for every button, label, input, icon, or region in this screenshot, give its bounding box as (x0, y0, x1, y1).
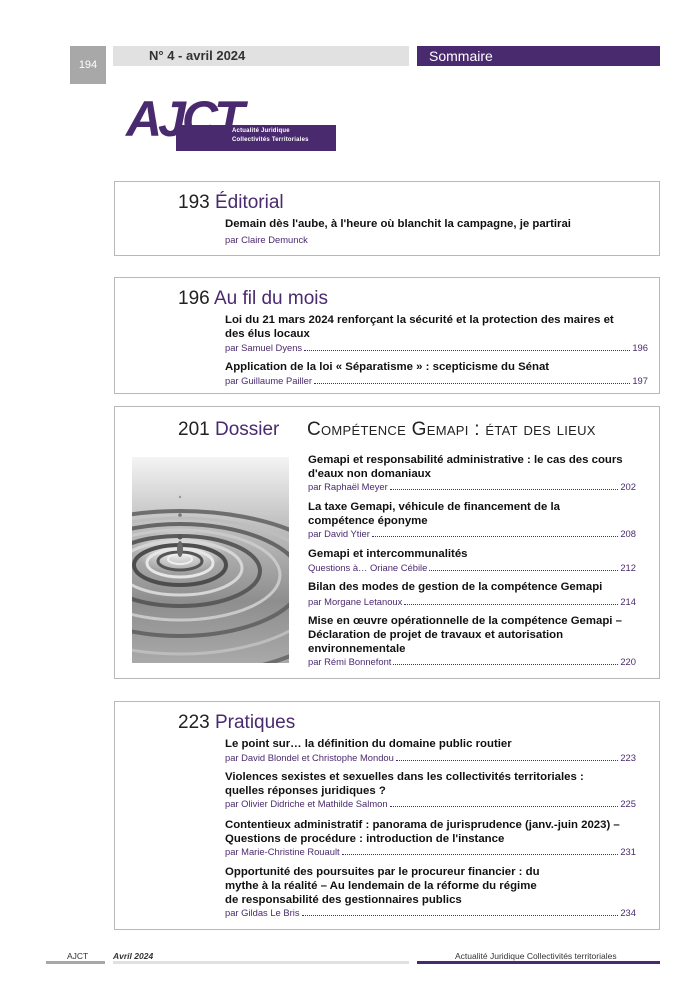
article-title[interactable]: Violences sexistes et sexuelles dans les collectivités territoriales : quelles réponses juridiques ? (225, 771, 584, 797)
author-name: par Samuel Dyens (225, 342, 303, 353)
page-ref[interactable]: 223 (620, 752, 636, 763)
section-pratiques (114, 701, 660, 930)
ajct-logo (126, 91, 338, 153)
article-author-line (308, 562, 636, 574)
footer-date: Avril 2024 (113, 951, 154, 961)
section-number: 223 (178, 712, 210, 733)
author-name: par David Blondel et Christophe Mondou (225, 752, 394, 763)
article-author-line (225, 375, 648, 387)
logo-line-2: Collectivités Territoriales (232, 137, 309, 143)
page-ref[interactable]: 220 (620, 656, 636, 667)
article-title[interactable]: Loi du 21 mars 2024 renforçant la sécurité et la protection des maires et des élus locaux (225, 314, 614, 340)
article-title[interactable]: Bilan des modes de gestion de la compétence Gemapi (308, 581, 603, 593)
section-number: 201 (178, 419, 210, 440)
section-title: Éditorial (214, 192, 284, 213)
article-title[interactable]: Le point sur… la définition du domaine public routier (225, 738, 512, 750)
article-author-line (225, 846, 636, 858)
logo-line-1: Actualité Juridique (232, 128, 290, 134)
section-title: Au fil du mois (213, 288, 328, 309)
section-title: Pratiques (214, 712, 296, 733)
author-name: par Raphaël Meyer (308, 481, 388, 492)
page-ref[interactable]: 212 (620, 562, 636, 573)
author-name: par Claire Demunck (225, 234, 308, 245)
page-ref[interactable]: 202 (620, 481, 636, 492)
article-title[interactable]: Gemapi et responsabilité administrative : le cas des cours d'eaux non domaniaux (308, 454, 623, 480)
page-ref[interactable]: 197 (632, 375, 648, 386)
article-author-line (308, 656, 636, 668)
article-title[interactable]: Contentieux administratif : panorama de jurisprudence (janv.-juin 2023) – Questions de procédure : introduction de l'instance (225, 819, 620, 845)
section-title: Sommaire (417, 46, 660, 66)
article-author-line (308, 596, 636, 608)
section-heading (178, 712, 295, 734)
article-title[interactable]: Opportunité des poursuites par le procureur financier : du mythe à la réalité – Au lendemain de la réforme du régime de responsabilité des gestionnaires publics (225, 866, 540, 906)
footer-rule-accent (417, 961, 660, 964)
article-title[interactable]: La taxe Gemapi, véhicule de financement de la compétence éponyme (308, 501, 560, 527)
section-editorial (114, 181, 660, 256)
page-ref[interactable]: 225 (620, 798, 636, 809)
article-author-line (308, 528, 636, 540)
footer-rule-grey (46, 961, 105, 964)
footer-left: AJCT (67, 951, 89, 961)
article-author-line (225, 752, 636, 764)
section-heading (178, 419, 279, 441)
author-name: par Marie-Christine Rouault (225, 846, 340, 857)
article-title[interactable]: Demain dès l'aube, à l'heure où blanchit la campagne, je partirai (225, 218, 571, 230)
section-title: Dossier (214, 419, 280, 440)
dossier-subtitle: Compétence Gemapi : état des lieux (307, 419, 596, 440)
page-number: 194 (70, 46, 106, 84)
author-name: par Rémi Bonnefont (308, 656, 392, 667)
article-title[interactable]: Gemapi et intercommunalités (308, 548, 468, 560)
section-au-fil-du-mois (114, 277, 660, 394)
section-number: 193 (178, 192, 210, 213)
author-name: par Guillaume Pailler (225, 375, 313, 386)
logo-mark: AJCT (126, 91, 241, 147)
page-ref[interactable]: 234 (620, 907, 636, 918)
page-ref[interactable]: 231 (620, 846, 636, 857)
article-author-line (225, 342, 648, 354)
author-name: par Gildas Le Bris (225, 907, 300, 918)
issue-label: N° 4 - avril 2024 (113, 46, 409, 66)
page-ref[interactable]: 208 (620, 528, 636, 539)
section-number: 196 (178, 288, 210, 309)
article-title[interactable]: Application de la loi « Séparatisme » : scepticisme du Sénat (225, 361, 550, 373)
section-heading (178, 288, 328, 310)
page-ref[interactable]: 196 (632, 342, 648, 353)
footer-right: Actualité Juridique Collectivités territoriales (455, 951, 617, 961)
page-ref[interactable]: 214 (620, 596, 636, 607)
footer-rule-light (113, 961, 409, 964)
article-author-line (225, 907, 636, 919)
article-title[interactable]: Mise en œuvre opérationnelle de la compétence Gemapi – Déclaration de projet de travaux et autorisation environnementale (308, 615, 622, 655)
author-name: par Morgane Letanoux (308, 596, 403, 607)
section-heading (178, 192, 284, 214)
water-drop-ripple-photo (132, 457, 289, 663)
article-author-line (225, 798, 636, 810)
author-name: par Olivier Didriche et Mathilde Salmon (225, 798, 388, 809)
author-name: Questions à… Oriane Cébile (308, 562, 428, 573)
article-author-line (308, 481, 636, 493)
author-name: par David Ytier (308, 528, 370, 539)
article-author (225, 234, 645, 246)
